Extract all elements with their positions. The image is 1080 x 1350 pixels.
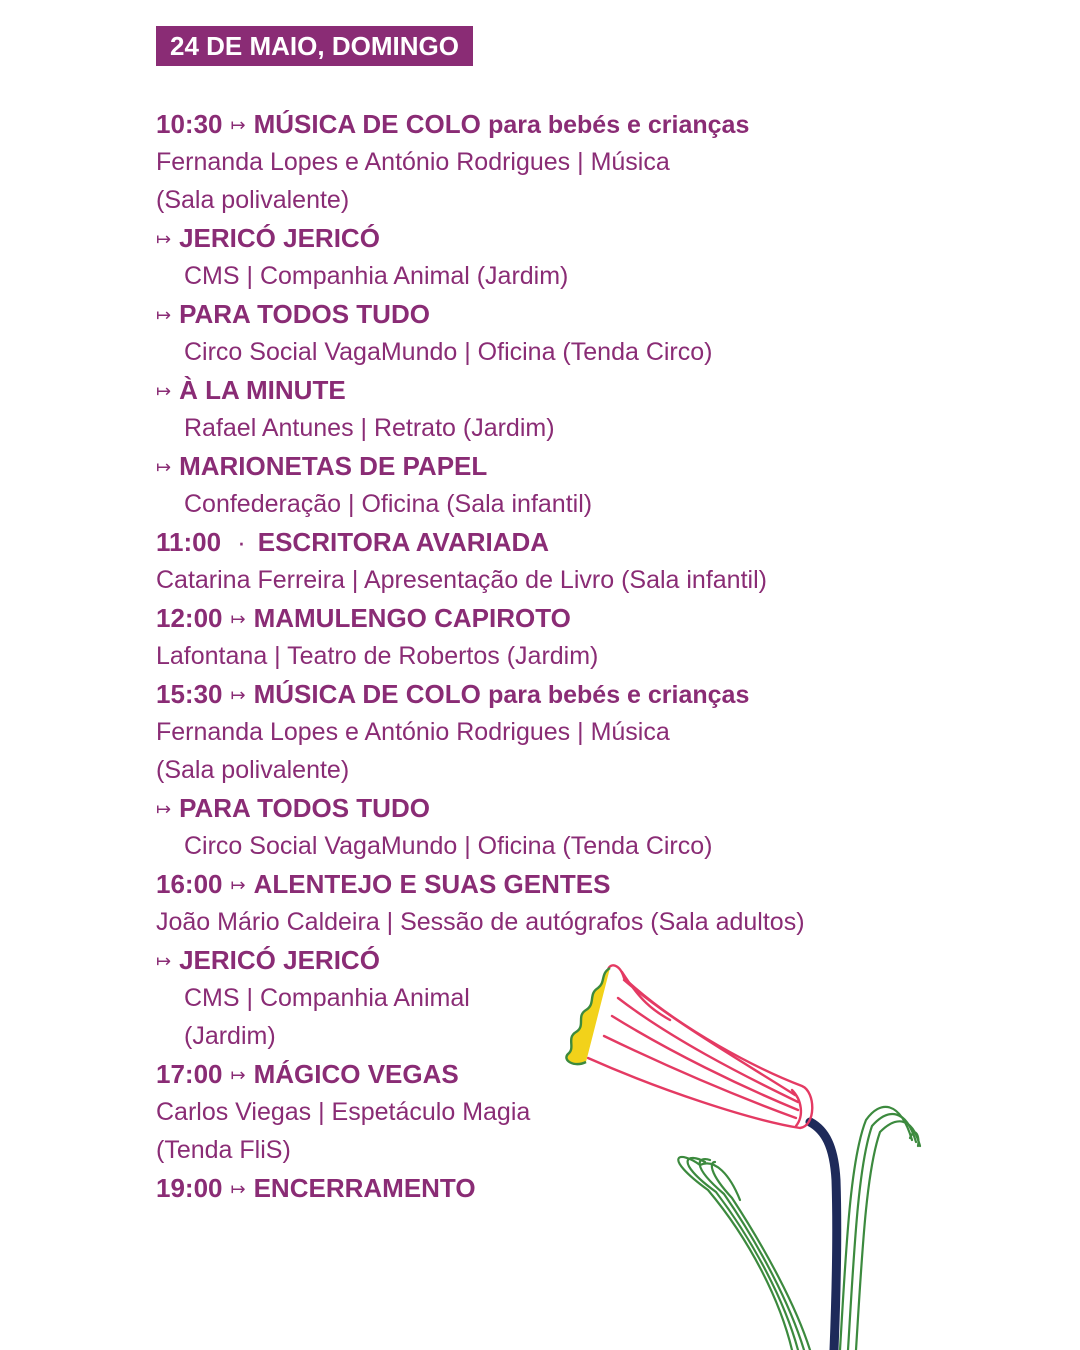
event-detail: João Mário Caldeira | Sessão de autógrafos (Sala adultos) <box>156 908 805 936</box>
event-detail: (Jardim) <box>184 1022 276 1050</box>
arrow-icon: ↦ <box>230 685 246 705</box>
arrow-icon: ↦ <box>156 305 172 325</box>
arrow-icon: ↦ <box>156 381 172 401</box>
event-detail: Fernanda Lopes e António Rodrigues | Música <box>156 148 670 176</box>
event-title: PARA TODOS TUDO <box>179 793 430 823</box>
leaf-right <box>840 1107 920 1350</box>
flower-illustration <box>540 950 940 1350</box>
event-title: ESCRITORA AVARIADA <box>257 527 550 557</box>
event-detail: (Sala polivalente) <box>156 756 350 784</box>
event-detail: Fernanda Lopes e António Rodrigues | Música <box>156 718 670 746</box>
event-title: MÚSICA DE COLO <box>253 109 481 139</box>
arrow-icon: ↦ <box>230 609 246 629</box>
event-title: JERICÓ JERICÓ <box>179 945 380 975</box>
arrow-icon: ↦ <box>230 875 246 895</box>
event-title: MÁGICO VEGAS <box>253 1059 459 1089</box>
event-detail: Circo Social VagaMundo | Oficina (Tenda Circo) <box>184 832 713 860</box>
event-title: MÚSICA DE COLO <box>253 679 481 709</box>
dot-icon: · <box>237 527 246 557</box>
arrow-icon: ↦ <box>230 1065 246 1085</box>
arrow-icon: ↦ <box>156 951 172 971</box>
event-escritora-avariada <box>156 523 916 599</box>
event-title: MARIONETAS DE PAPEL <box>179 451 488 481</box>
event-title: PARA TODOS TUDO <box>179 299 430 329</box>
event-time: 17:00 <box>156 1059 223 1089</box>
event-musica-de-colo-1030 <box>156 105 916 219</box>
event-detail: CMS | Companhia Animal <box>184 984 470 1012</box>
event-musica-de-colo-1530 <box>156 675 916 789</box>
event-detail: (Tenda FliS) <box>156 1136 291 1164</box>
event-jerico-jerico-1030 <box>156 219 916 295</box>
event-detail: Lafontana | Teatro de Robertos (Jardim) <box>156 642 599 670</box>
petal-edge <box>566 968 610 1064</box>
event-a-la-minute <box>156 371 916 447</box>
event-mamulengo-capiroto <box>156 599 916 675</box>
event-time: 12:00 <box>156 603 223 633</box>
event-note: para bebés e crianças <box>488 111 750 139</box>
event-title: JERICÓ JERICÓ <box>179 223 380 253</box>
event-title: À LA MINUTE <box>179 375 346 405</box>
arrow-icon: ↦ <box>156 457 172 477</box>
event-detail: Catarina Ferreira | Apresentação de Livro (Sala infantil) <box>156 566 767 594</box>
arrow-icon: ↦ <box>156 799 172 819</box>
date-banner: 24 DE MAIO, DOMINGO <box>156 26 473 66</box>
event-marionetas-de-papel <box>156 447 916 523</box>
event-time: 10:30 <box>156 109 223 139</box>
event-detail: Rafael Antunes | Retrato (Jardim) <box>184 414 555 442</box>
event-time: 16:00 <box>156 869 223 899</box>
event-time: 19:00 <box>156 1173 223 1203</box>
arrow-icon: ↦ <box>230 1179 246 1199</box>
event-time: 15:30 <box>156 679 223 709</box>
event-alentejo-e-suas-gentes <box>156 865 916 941</box>
event-title: ALENTEJO E SUAS GENTES <box>253 869 611 899</box>
event-title: MAMULENGO CAPIROTO <box>253 603 571 633</box>
arrow-icon: ↦ <box>230 115 246 135</box>
event-detail: (Sala polivalente) <box>156 186 350 214</box>
event-para-todos-tudo-1530 <box>156 789 916 865</box>
event-time: 11:00 <box>156 527 222 557</box>
leaf-left <box>678 1157 810 1350</box>
flower-petal <box>588 965 812 1128</box>
event-note: para bebés e crianças <box>488 681 750 709</box>
event-detail: Circo Social VagaMundo | Oficina (Tenda Circo) <box>184 338 713 366</box>
event-title: ENCERRAMENTO <box>253 1173 476 1203</box>
event-detail: CMS | Companhia Animal (Jardim) <box>184 262 569 290</box>
flower-stem <box>810 1122 837 1350</box>
event-detail: Confederação | Oficina (Sala infantil) <box>184 490 593 518</box>
event-detail: Carlos Viegas | Espetáculo Magia <box>156 1098 531 1126</box>
event-para-todos-tudo-1030 <box>156 295 916 371</box>
arrow-icon: ↦ <box>156 229 172 249</box>
